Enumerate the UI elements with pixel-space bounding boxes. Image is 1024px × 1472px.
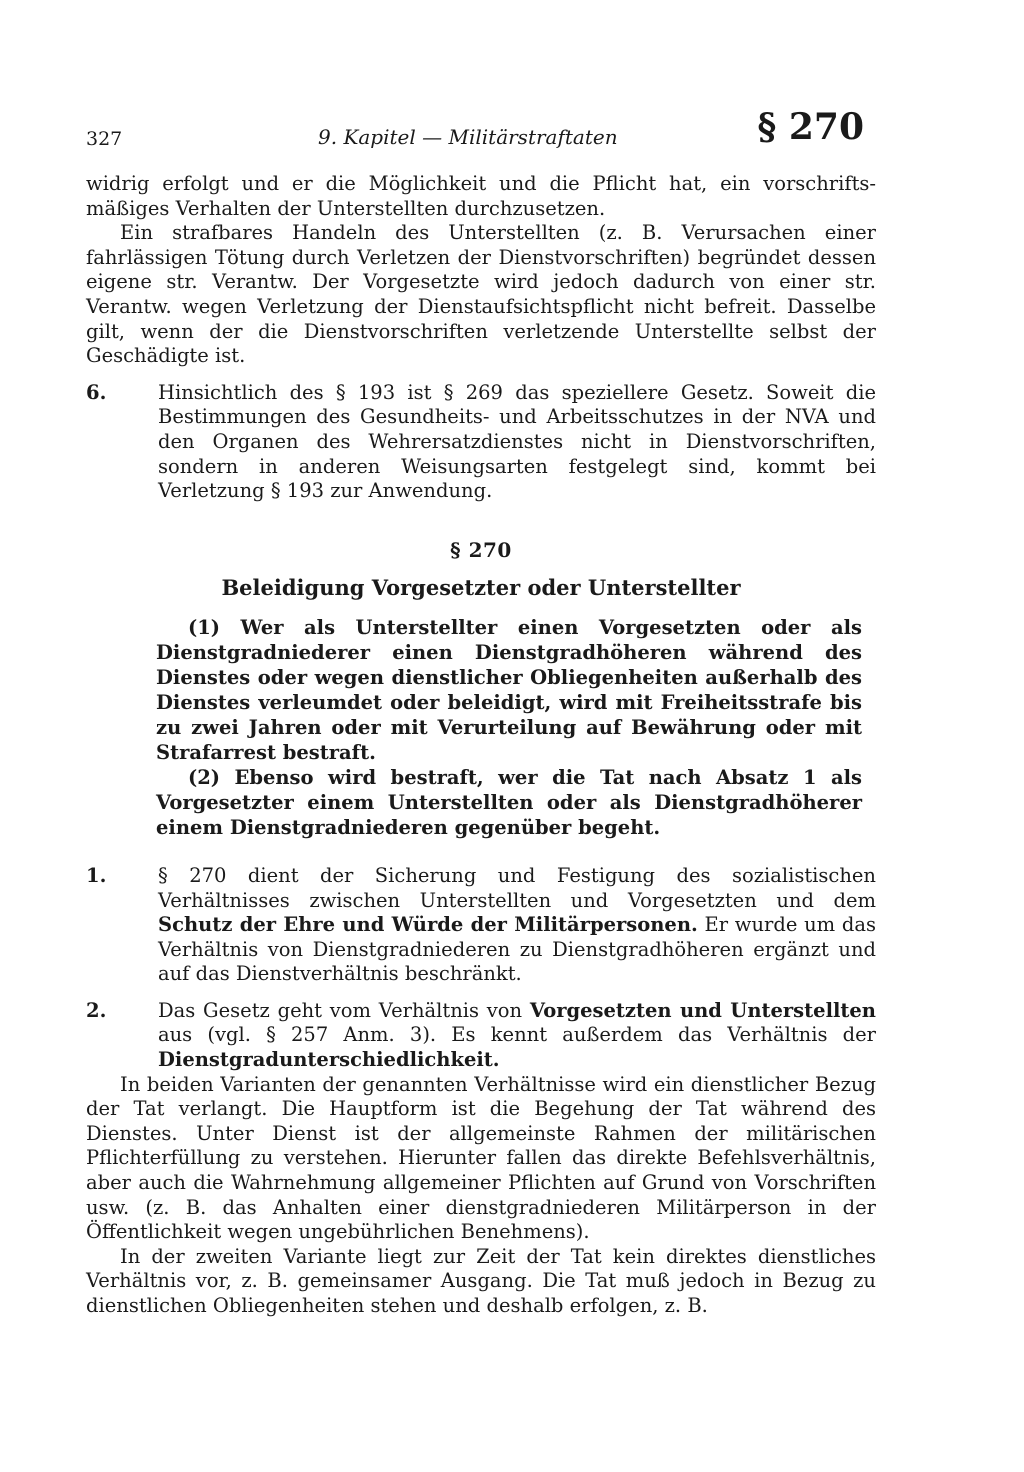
emphasis: Schutz der Ehre und Würde der Militärpersonen. xyxy=(158,913,698,937)
emphasis: Dienstgradunterschiedlichkeit. xyxy=(158,1048,500,1072)
page-number: 327 xyxy=(86,128,123,150)
law-text xyxy=(156,615,862,840)
annotation-text xyxy=(158,864,876,987)
book-page xyxy=(86,100,876,1319)
annotation-text-part: § 270 dient der Sicherung und Festigung des sozialistischen Verhältnisses zwischen Unterstellten und Vorgesetzten und dem xyxy=(158,863,876,912)
body-text xyxy=(86,172,876,1319)
annotation-2-paragraph-2: In beiden Varianten der genannten Verhältnisse wird ein dienstlicher Bezug der Tat verlangt. Die Hauptform ist die Begehung der Tat während des Dienstes. Unter Dienst ist der allgemeinste Rahmen der militärischen Pflichterfüllung zu verstehen. Hierunter fallen das direkte Befehlsverhältnis, aber auch die Wahrnehmung allgemeiner Pflichten auf Grund von Vorschriften usw. (z. B. das Anhalten einer dienstgradniederen Militärperson in der Öffentlichkeit wegen ungebührlichen Benehmens). xyxy=(86,1072,876,1244)
annotation-6 xyxy=(86,381,876,504)
section-heading: § 270 xyxy=(450,537,512,562)
annotation-text-part: Das Gesetz geht vom Verhältnis von xyxy=(158,998,530,1022)
law-paragraph-2: (2) Ebenso wird bestraft, wer die Tat nach Absatz 1 als Vorgesetzter einem Unterstellten oder als Dienstgradhöherer einem Dienstgradniederen gegenüber begeht. xyxy=(156,765,862,839)
annotation-text-part: aus (vgl. § 257 Anm. 3). Es kennt außerdem das Verhältnis der xyxy=(158,1023,876,1047)
annotation-body xyxy=(158,999,876,1073)
intro-paragraph-1: widrig erfolgt und er die Möglichkeit und die Pflicht hat, ein vorschrifts-mäßiges Verhalten der Unterstellten durchzusetzen. xyxy=(86,172,876,220)
running-header xyxy=(86,100,876,160)
section-reference: § 270 xyxy=(757,106,864,148)
emphasis: Vorgesetzten und Unterstellten xyxy=(529,998,876,1022)
law-paragraph-1: (1) Wer als Unterstellter einen Vorgesetzten oder als Dienstgradniederer einen Dienstgradhöheren während des Dienstes oder wegen dienstlicher Obliegenheiten außerhalb des Dienstes verleumdet oder beleidigt, wird mit Freiheitsstrafe bis zu zwei Jahren oder mit Verurteilung auf Bewährung oder mit Strafarrest bestraft. xyxy=(156,615,862,764)
annotation-text-part: Er wurde um das Verhältnis von Dienstgradniederen zu Dienstgradhöheren ergänzt und auf das Dienstverhältnis beschränkt. xyxy=(158,913,877,986)
annotation-number: 6. xyxy=(86,380,107,404)
annotation-number: 1. xyxy=(86,863,107,887)
intro-paragraph-2: Ein strafbares Handeln des Unterstellten (z. B. Verursachen einer fahrlässigen Tötung durch Verletzen der Dienstvorschriften) begründet dessen eigene str. Verantw. Der Vorgesetzte wird jedoch dadurch von einer str. Verantw. wegen Verletzung der Dienstaufsichtspflicht nicht befreit. Dasselbe gilt, wenn der die Dienstvorschriften verletzende Unterstellte selbst der Geschädigte ist. xyxy=(86,221,876,368)
section-title: Beleidigung Vorgesetzter oder Unterstellter xyxy=(221,575,741,601)
annotation-2 xyxy=(86,999,876,1073)
annotation-text xyxy=(158,999,876,1073)
annotation-number: 2. xyxy=(86,998,107,1022)
annotation-text: Hinsichtlich des § 193 ist § 269 das speziellere Gesetz. Soweit die Bestimmungen des Gesundheits- und Arbeitsschutzes in der NVA und den Organen des Wehrersatzdienstes nicht in Dienstvorschriften, sondern in anderen Weisungsarten festgelegt sind, kommt bei Verletzung § 193 zur Anwendung. xyxy=(158,380,876,503)
annotation-1 xyxy=(86,864,876,987)
chapter-title: 9. Kapitel — Militärstraftaten xyxy=(318,125,618,149)
annotation-2-paragraph-3: In der zweiten Variante liegt zur Zeit der Tat kein direktes dienstliches Verhältnis vor, z. B. gemeinsamer Ausgang. Die Tat muß jedoch in Bezug zu dienstlichen Obliegenheiten stehen und deshalb erfolgen, z. B. xyxy=(86,1244,876,1317)
